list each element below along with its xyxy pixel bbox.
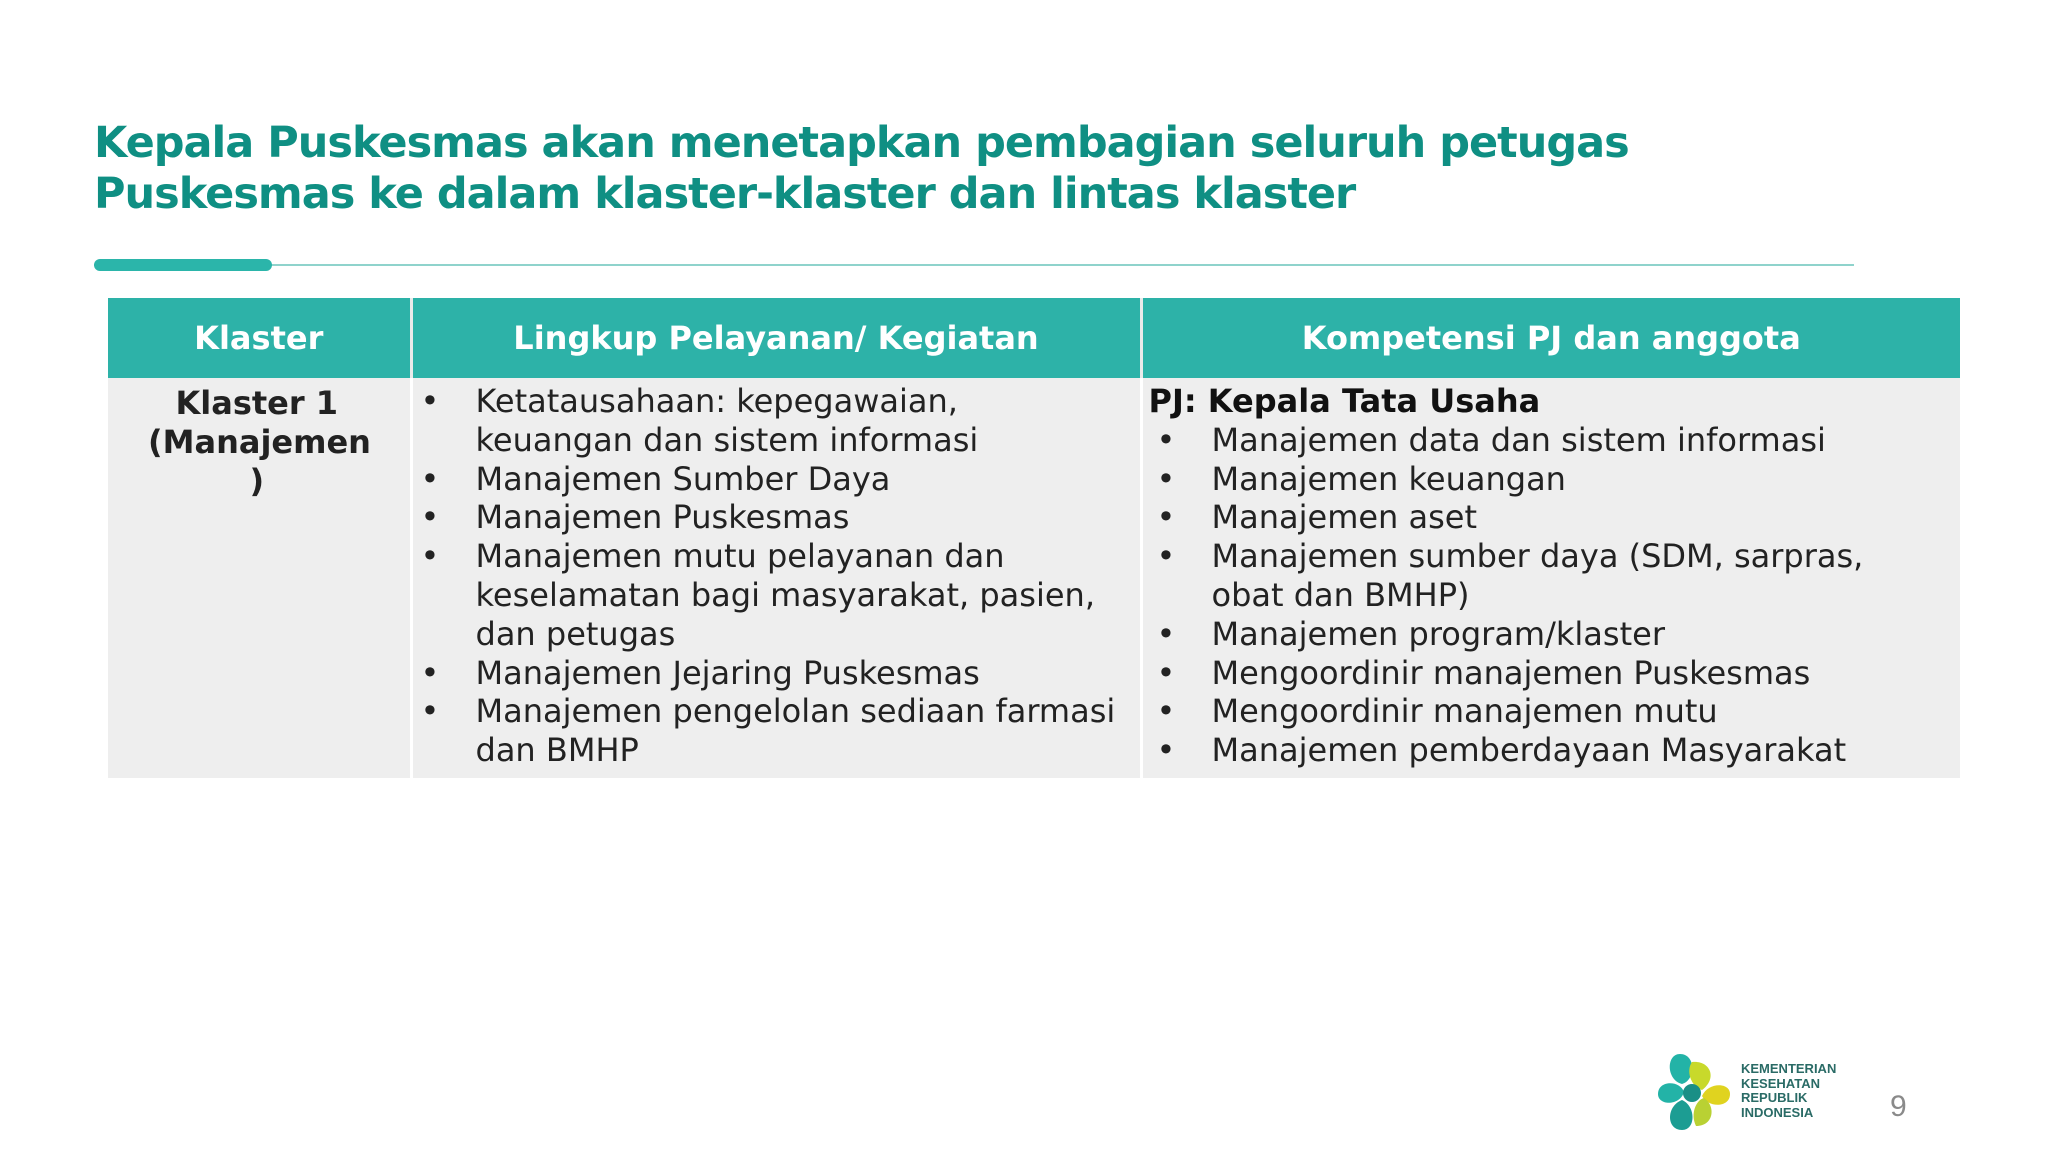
- list-item-text: Manajemen pengelolan sediaan farmasi dan BMHP: [475, 692, 1116, 770]
- list-item: [1149, 615, 1941, 654]
- list-item-text: Ketatausahaan: kepegawaian, keuangan dan sistem informasi: [475, 382, 979, 459]
- bullet: •: [1156, 614, 1176, 653]
- list-item-text: Manajemen sumber daya (SDM, sarpras, obat dan BMHP): [1211, 537, 1864, 614]
- bullet: •: [420, 498, 440, 537]
- list-item-text: Manajemen pemberdayaan Masyarakat: [1211, 731, 1847, 770]
- bullet: •: [420, 692, 440, 731]
- list-item: [413, 654, 1120, 693]
- list-item: [1149, 537, 1941, 615]
- bullet: •: [1156, 459, 1176, 498]
- list-item: [413, 692, 1120, 770]
- logo-text-line: KESEHATAN: [1741, 1075, 1820, 1091]
- header-klaster: Klaster: [108, 298, 411, 378]
- title-accent-bar: [94, 259, 272, 271]
- logo-text-line: REPUBLIK: [1741, 1090, 1808, 1105]
- bullet: •: [1156, 653, 1176, 692]
- ministry-of-health-logo-icon: [1652, 1050, 1736, 1134]
- bullet: •: [420, 537, 440, 576]
- header-lingkup: Lingkup Pelayanan/ Kegiatan: [411, 298, 1141, 378]
- bullet: •: [420, 459, 440, 498]
- table-row: [108, 378, 1960, 778]
- slide-title: Kepala Puskesmas akan menetapkan pembagian seluruh petugas Puskesmas ke dalam klaster-klaster dan lintas klaster: [94, 118, 1629, 219]
- list-item-text: Manajemen mutu pelayanan dan keselamatan bagi masyarakat, pasien, dan petugas: [475, 537, 1095, 653]
- lingkup-list: [413, 382, 1120, 770]
- page-number: 9: [1890, 1090, 1907, 1123]
- logo-text-line: KEMENTERIAN: [1741, 1061, 1837, 1076]
- list-item-text: Mengoordinir manajemen Puskesmas: [1211, 653, 1811, 692]
- table-header-row: [108, 298, 1960, 378]
- list-item-text: Manajemen keuangan: [1211, 459, 1566, 498]
- list-item-text: Manajemen data dan sistem informasi: [1211, 420, 1826, 459]
- list-item: [413, 382, 1120, 460]
- klaster-name-cell: Klaster 1 (Manajemen ): [108, 378, 411, 778]
- bullet: •: [420, 653, 440, 692]
- kompetensi-list: [1149, 421, 1941, 770]
- list-item: [1149, 498, 1941, 537]
- list-item: [1149, 421, 1941, 460]
- list-item-text: Mengoordinir manajemen mutu: [1211, 692, 1718, 731]
- bullet: •: [1156, 537, 1176, 576]
- list-item-text: Manajemen Puskesmas: [475, 498, 850, 537]
- bullet: •: [1156, 731, 1176, 770]
- list-item-text: Manajemen Sumber Daya: [475, 459, 891, 498]
- list-item: [413, 460, 1120, 499]
- logo-text-line: INDONESIA: [1741, 1104, 1814, 1120]
- list-item: [413, 537, 1120, 653]
- logo-text: [1741, 1062, 1836, 1120]
- list-item-text: Manajemen aset: [1211, 498, 1478, 537]
- bullet: •: [1156, 498, 1176, 537]
- lingkup-cell: [411, 378, 1141, 778]
- list-item-text: Manajemen Jejaring Puskesmas: [475, 653, 980, 692]
- list-item: [1149, 731, 1941, 770]
- list-item: [1149, 654, 1941, 693]
- bullet: •: [1156, 692, 1176, 731]
- kompetensi-cell: [1141, 378, 1960, 778]
- pj-label: PJ: Kepala Tata Usaha: [1148, 382, 1541, 420]
- bullet: •: [1156, 420, 1176, 459]
- title-divider-line: [94, 264, 1854, 266]
- bullet: •: [420, 382, 440, 420]
- klaster-table: [108, 298, 1960, 778]
- header-kompetensi: Kompetensi PJ dan anggota: [1141, 298, 1960, 378]
- list-item: [1149, 692, 1941, 731]
- list-item: [413, 498, 1120, 537]
- list-item-text: Manajemen program/klaster: [1211, 614, 1665, 653]
- list-item: [1149, 460, 1941, 499]
